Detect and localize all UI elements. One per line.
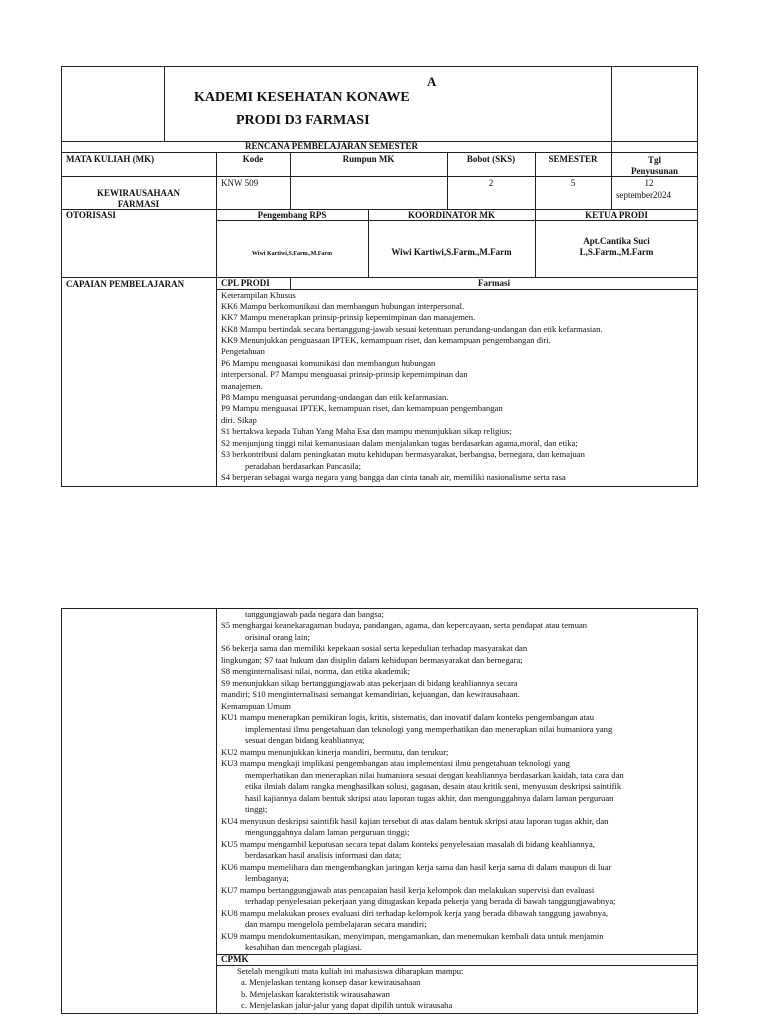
text-line: S9 menunjukkan sikap bertanggungjawab atas pekerjaan di bidang keahliannya secara [221, 678, 518, 688]
otorisasi-label: OTORISASI [66, 210, 116, 220]
text-line: S3 berkontribusi dalam peningkatan mutu kehidupan bermasyarakat, berbangsa, bernegara, dan kemajuan [221, 449, 585, 459]
text-line: KU8 mampu melakukan proses evaluasi diri terhadap kelompok kerja yang berada dibawah tanggung jawabnya, [221, 908, 609, 918]
koordinator-name: Wiwi Kartiwi,S.Farm.,M.Farm [391, 247, 512, 257]
course-date-month: september2024 [616, 190, 671, 200]
header-penyusunan: Penyusunan [630, 166, 679, 176]
list-item: b. Menjelaskan karakteristik wirausahawan [241, 989, 390, 999]
course-semester: 5 [570, 178, 576, 188]
text-line: KK9 Menunjukkan penguasaan IPTEK, kemampuan riset, dan kemampuan pengembangan diri. [221, 335, 551, 345]
cpmk-label: CPMK [221, 954, 249, 964]
header-bobot: Bobot (SKS) [466, 154, 516, 164]
text-line: tanggungjawab pada negara dan bangsa; [245, 609, 384, 619]
text-line: mengunggahnya dalam laman perguruan tinggi; [245, 827, 410, 837]
text-line: lingkungan; S7 taat hukum dan disiplin dalam kehidupan bermasyarakat dan bernegara; [221, 655, 523, 665]
course-date-day: 12 [644, 178, 654, 188]
list-item: a. Menjelaskan tentang konsep dasar kewirausahaan [241, 977, 421, 987]
institution-name: KADEMI KESEHATAN KONAWE [194, 90, 410, 105]
text-line: diri. Sikap [221, 415, 257, 425]
text-line: KK6 Mampu berkomunikasi dan membangun hubungan interpersonal. [221, 301, 465, 311]
course-name-line1: KEWIRAUSAHAAN [96, 188, 180, 198]
header-ketua-prodi: KETUA PRODI [585, 210, 648, 220]
text-line: P8 Mampu menguasai perundang-undangan dan etik kefarmasian. [221, 392, 449, 402]
text-line: Keterampilan Khusus [221, 290, 296, 300]
text-line: KU9 mampu mendokumentasikan, menyimpan, mengamankan, dan menemukan kembali data untuk menjamin [221, 931, 604, 941]
text-line: tinggi; [245, 804, 268, 814]
capaian-label: CAPAIAN PEMBELAJARAN [66, 279, 185, 289]
text-line: mandiri; S10 menginternalisasi semangat kemandirian, kejuangan, dan kewirausahaan. [221, 689, 520, 699]
header-koordinator-mk: KOORDINATOR MK [408, 210, 495, 220]
text-line: KU7 mampu bertanggungjawab atas pencapaian hasil kerja kelompok dan melakukan supervisi dan evaluasi [221, 885, 595, 895]
text-line: S8 menginternalisasi nilai, norma, dan etika akademik; [221, 666, 411, 676]
text-line: Pengetahuan [221, 346, 265, 356]
text-line: S1 bertakwa kepada Tuhan Yang Maha Esa dan mampu menunjukkan sikap religius; [221, 426, 512, 436]
text-line: manajemen. [221, 381, 263, 391]
text-line: KU2 mampu menunjukkan kinerja mandiri, bermutu, dan terukur; [221, 747, 449, 757]
text-line: S4 berperan sebagai warga negara yang bangga dan cinta tanah air, memiliki nasionalisme serta rasa [221, 472, 566, 482]
header-pengembang-rps: Pengembang RPS [257, 210, 327, 220]
cpmk-intro: Setelah mengikuti mata kuliah ini mahasiswa diharapkan mampu: [237, 966, 464, 976]
text-line: dan mampu mengelola pembelajaran secara mandiri; [245, 919, 427, 929]
text-line: KU5 mampu mengambil keputusan secara tepat dalam konteks penyelesaian masalah di bidang keahliannya, [221, 839, 595, 849]
text-line: interpersonal. P7 Mampu menguasai prinsip-prinsip kepemimpinan dan [221, 369, 468, 379]
ketua-name-line1: Apt.Cantika Suci [583, 236, 650, 246]
header-rumpun: Rumpun MK [342, 154, 395, 164]
header-mata-kuliah: MATA KULIAH (MK) [66, 154, 155, 164]
pengembang-name: Wiwi Kartiwi,S.Farm.,M.Farm [251, 251, 333, 257]
text-line: kesahihan dan mencegah plagiasi. [245, 942, 362, 952]
document-title: RENCANA PEMBELAJARAN SEMESTER [245, 141, 419, 151]
course-bobot: 2 [488, 178, 494, 188]
header-cpl-prodi: CPL PRODI [221, 278, 270, 288]
text-line: S6 bekerja sama dan memiliki kepekaan sosial serta kepedulian terhadap masyarakat dan [221, 643, 528, 653]
text-line: hasil kajiannya dalam bentuk skripsi atau laporan tugas akhir, dan mengunggahnya dalam laman perguruan [245, 793, 614, 803]
header-semester: SEMESTER [548, 154, 598, 164]
text-line: implementasi ilmu pengetahuan dan teknologi yang memperhatikan dan menerapkan nilai humaniora yang [245, 724, 613, 734]
text-line: KK7 Mampu menerapkan prinsip-prinsip kepemimpinan dan manajemen. [221, 312, 476, 322]
text-line: KU3 mampu mengkaji implikasi pengembangan atau implementasi ilmu pengetahuan teknologi yang [221, 758, 570, 768]
text-line: peradaban berdasarkan Pancasila; [245, 461, 361, 471]
text-line: KU4 menyusun deskripsi saintifik hasil kajian tersebut di atas dalam bentuk skripsi atau laporan tugas akhir, dan [221, 816, 609, 826]
header-letter: A [427, 74, 437, 89]
text-line: P6 Mampu menguasai komunikasi dan membangun hubungan [221, 358, 436, 368]
text-line: S5 menghargai keanekaragaman budaya, pandangan, agama, dan kepercayaan, serta pendapat atau temuan [221, 620, 588, 630]
text-line: KK8 Mampu bertindak secara bertanggung-jawab sesuai ketentuan perundang-undangan dan etik kefarmasian. [221, 324, 603, 334]
text-line: Kemampuan Umum [221, 701, 291, 711]
course-code: KNW 509 [221, 178, 259, 188]
course-name-line2: FARMASI [117, 199, 160, 209]
text-line: KU1 mampu menerapkan pemikiran logis, kritis, sistematis, dan inovatif dalam konteks pengembangan atau [221, 712, 595, 722]
text-line: P9 Mampu menguasai IPTEK, kemampuan riset, dan kemampuan pengembangan [221, 403, 503, 413]
ketua-name-line2: L,S.Farm.,M.Farm [579, 247, 654, 257]
list-item: c. Menjelaskan jalur-jalur yang dapat dipilih untuk wirausaha [241, 1000, 453, 1010]
text-line: KU6 mampu memelihara dan mengembangkan jaringan kerja sama dan hasil kerja sama di dalam maupun di luar [221, 862, 612, 872]
text-line: memperhatikan dan menerapkan nilai humaniora sesuai dengan keahliannya berdasarkan kaidah, tata cara dan [245, 770, 624, 780]
header-tgl: Tgl [647, 155, 661, 165]
text-line: berdasarkan hasil analisis informasi dan data; [245, 850, 402, 860]
header-farmasi: Farmasi [478, 278, 510, 288]
text-line: lembaganya; [245, 873, 289, 883]
text-line: sesuai dengan bidang keahliannya; [245, 735, 365, 745]
text-line: terhadap penyelesaian pekerjaan yang ditugaskan kepada pekerja yang berada di bawah tanggungjawabnya; [245, 896, 616, 906]
prodi-name: PRODI D3 FARMASI [236, 113, 370, 128]
header-kode: Kode [242, 154, 264, 164]
text-line: S2 menjunjung tinggi nilai kemanusiaan dalam menjalankan tugas berdasarkan agama,moral, dan etika; [221, 438, 578, 448]
text-line: orisinal orang lain; [245, 632, 310, 642]
text-line: etika ilmiah dalam rangka menghasilkan solusi, gagasan, desain atau kritik seni, menyusun deskripsi saintifik [245, 781, 622, 791]
